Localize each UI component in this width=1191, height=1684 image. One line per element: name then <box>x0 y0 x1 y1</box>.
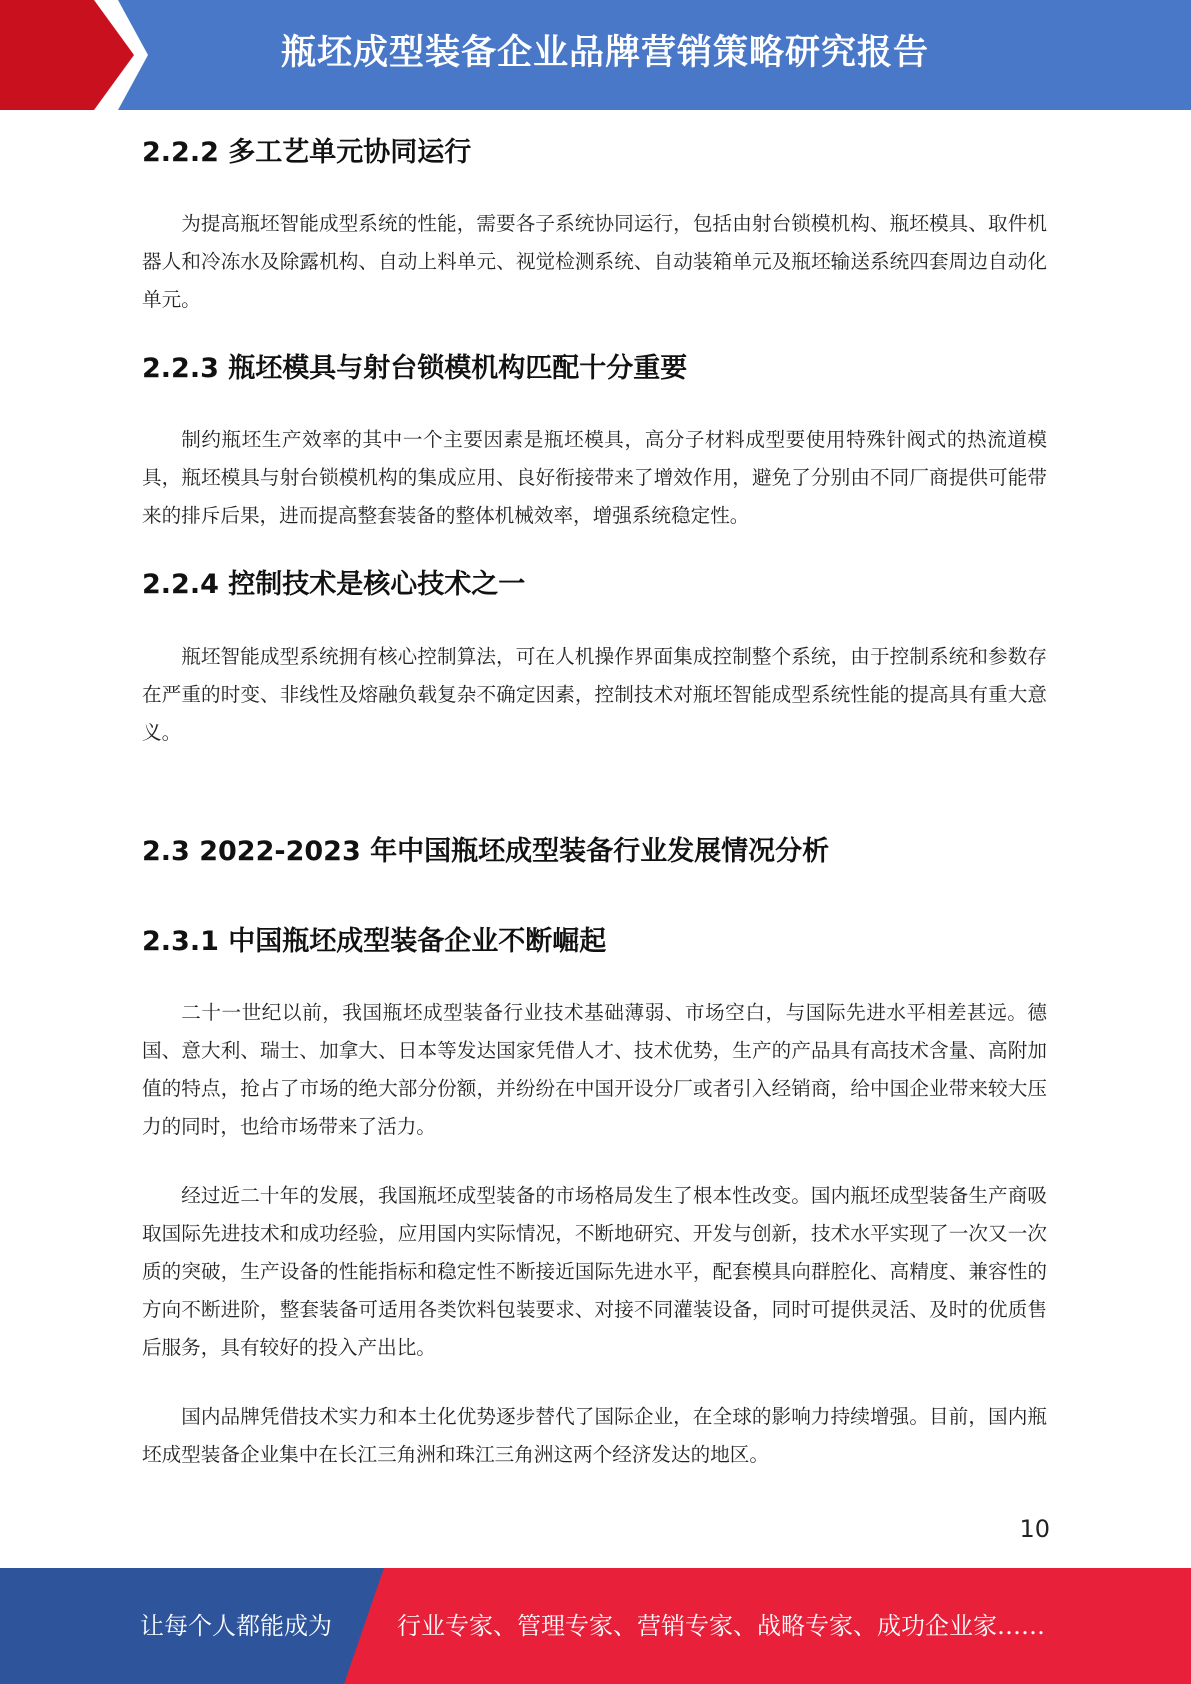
section-heading-2-3-1: 2.3.1 中国瓶坯成型装备企业不断崛起 <box>142 926 607 957</box>
section-heading-2-3: 2.3 2022-2023 年中国瓶坯成型装备行业发展情况分析 <box>142 836 830 867</box>
footer-slogan-right: 行业专家、管理专家、营销专家、战略专家、成功企业家…… <box>397 1612 1045 1640</box>
footer-slogan-left: 让每个人都能成为 <box>140 1612 332 1640</box>
report-title: 瓶坯成型装备企业品牌营销策略研究报告 <box>280 33 929 73</box>
paragraph: 二十一世纪以前，我国瓶坯成型装备行业技术基础薄弱、市场空白，与国际先进水平相差甚远。德国、意大利、瑞士、加拿大、日本等发达国家凭借人才、技术优势，生产的产品具有高技术含量、高附加值的特点，抢占了市场的绝大部分份额，并纷纷在中国开设分厂或者引入经销商，给中国企业带来较大压力的同时，也给市场带来了活力。 <box>142 1001 1047 1138</box>
section-heading-2-2-2: 2.2.2 多工艺单元协同运行 <box>142 137 472 168</box>
page-footer <box>0 1568 1191 1684</box>
page-header <box>0 0 1191 110</box>
section-heading-2-2-4: 2.2.4 控制技术是核心技术之一 <box>142 569 526 600</box>
paragraph: 经过近二十年的发展，我国瓶坯成型装备的市场格局发生了根本性改变。国内瓶坯成型装备生产商吸取国际先进技术和成功经验，应用国内实际情况，不断地研究、开发与创新，技术水平实现了一次又一次质的突破，生产设备的性能指标和稳定性不断接近国际先进水平，配套模具向群腔化、高精度、兼容性的方向不断进阶，整套装备可适用各类饮料包装要求、对接不同灌装设备，同时可提供灵活、及时的优质售后服务，具有较好的投入产出比。 <box>142 1184 1047 1359</box>
section-heading-2-2-3: 2.2.3 瓶坯模具与射台锁模机构匹配十分重要 <box>142 353 688 384</box>
paragraph: 为提高瓶坯智能成型系统的性能，需要各子系统协同运行，包括由射台锁模机构、瓶坯模具、取件机器人和冷冻水及除露机构、自动上料单元、视觉检测系统、自动装箱单元及瓶坯输送系统四套周边自动化单元。 <box>142 212 1047 311</box>
paragraph: 国内品牌凭借技术实力和本土化优势逐步替代了国际企业，在全球的影响力持续增强。目前，国内瓶坯成型装备企业集中在长江三角洲和珠江三角洲这两个经济发达的地区。 <box>142 1405 1047 1466</box>
paragraph: 瓶坯智能成型系统拥有核心控制算法，可在人机操作界面集成控制整个系统，由于控制系统和参数存在严重的时变、非线性及熔融负载复杂不确定因素，控制技术对瓶坯智能成型系统性能的提高具有重大意义。 <box>142 645 1047 744</box>
page-number: 10 <box>1019 1515 1050 1543</box>
paragraph: 制约瓶坯生产效率的其中一个主要因素是瓶坯模具，高分子材料成型要使用特殊针阀式的热流道模具，瓶坯模具与射台锁模机构的集成应用、良好衔接带来了增效作用，避免了分别由不同厂商提供可能带来的排斥后果，进而提高整套装备的整体机械效率，增强系统稳定性。 <box>142 428 1047 527</box>
